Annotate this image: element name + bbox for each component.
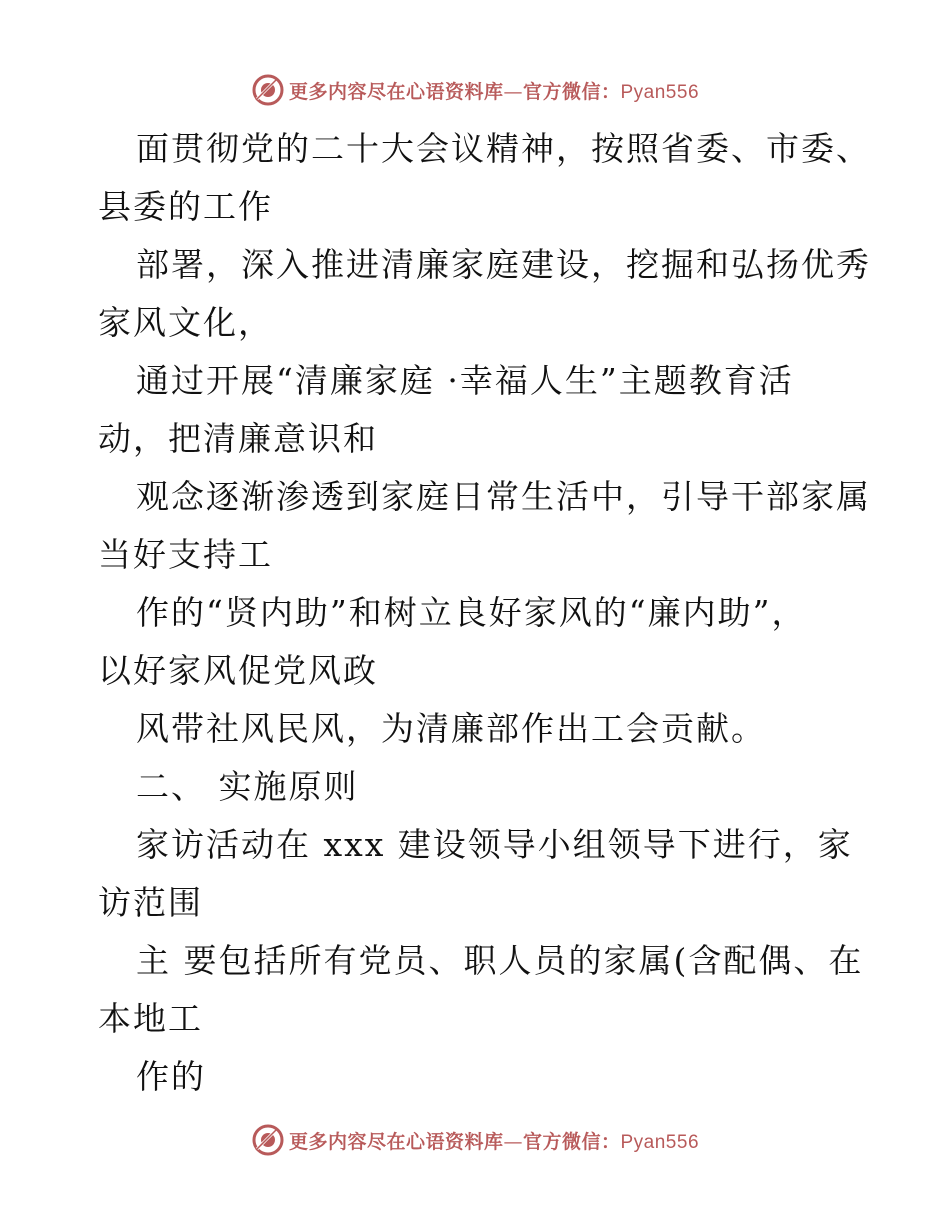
document-body xyxy=(98,120,871,1106)
logo-icon xyxy=(251,73,285,107)
text-line: 访范围 xyxy=(98,883,203,922)
text-line: 本地工 xyxy=(98,999,203,1038)
header-banner-main: 更多内容尽在心语资料库 xyxy=(288,80,504,103)
footer-banner-id: Pyan556 xyxy=(620,1131,700,1153)
text-line: 主 要包括所有党员、职人员的家属(含配偶、在 xyxy=(136,941,864,980)
header-banner-id: Pyan556 xyxy=(620,81,700,103)
header-banner-text xyxy=(289,77,699,104)
text-line: 通过开展“清廉家庭 ·幸福人生”主题教育活 xyxy=(136,361,794,400)
text-line: 当好支持工 xyxy=(98,535,273,574)
text-line: 家访活动在 xxx 建设领导小组领导下进行，家 xyxy=(136,825,853,864)
footer-banner-main: 更多内容尽在心语资料库 xyxy=(288,1130,504,1153)
text-line: 观念逐渐渗透到家庭日常生活中，引导干部家属 xyxy=(136,477,871,516)
text-line: 作的 xyxy=(136,1057,206,1096)
text-line: 部署，深入推进清廉家庭建设，挖掘和弘扬优秀 xyxy=(136,245,871,284)
text-line: 以好家风促党风政 xyxy=(98,651,378,690)
footer-banner-sep: — xyxy=(503,1130,523,1153)
footer-banner-text xyxy=(289,1127,699,1154)
header-banner xyxy=(0,70,950,110)
text-line: 县委的工作 xyxy=(98,187,273,226)
text-line: 动，把清廉意识和 xyxy=(98,419,378,458)
logo-icon xyxy=(251,1123,285,1157)
section-heading: 二、 实施原则 xyxy=(136,767,359,806)
footer-banner-wechat: 官方微信： xyxy=(522,1130,621,1153)
text-line: 风带社风民风，为清廉部作出工会贡献。 xyxy=(136,709,766,748)
header-banner-sep: — xyxy=(503,80,523,103)
footer-banner xyxy=(0,1120,950,1160)
text-line: 面贯彻党的二十大会议精神，按照省委、市委、 xyxy=(136,129,871,168)
text-line: 家风文化， xyxy=(98,303,273,342)
text-line: 作的“贤内助”和树立良好家风的“廉内助”， xyxy=(136,593,807,632)
header-banner-wechat: 官方微信： xyxy=(522,80,621,103)
